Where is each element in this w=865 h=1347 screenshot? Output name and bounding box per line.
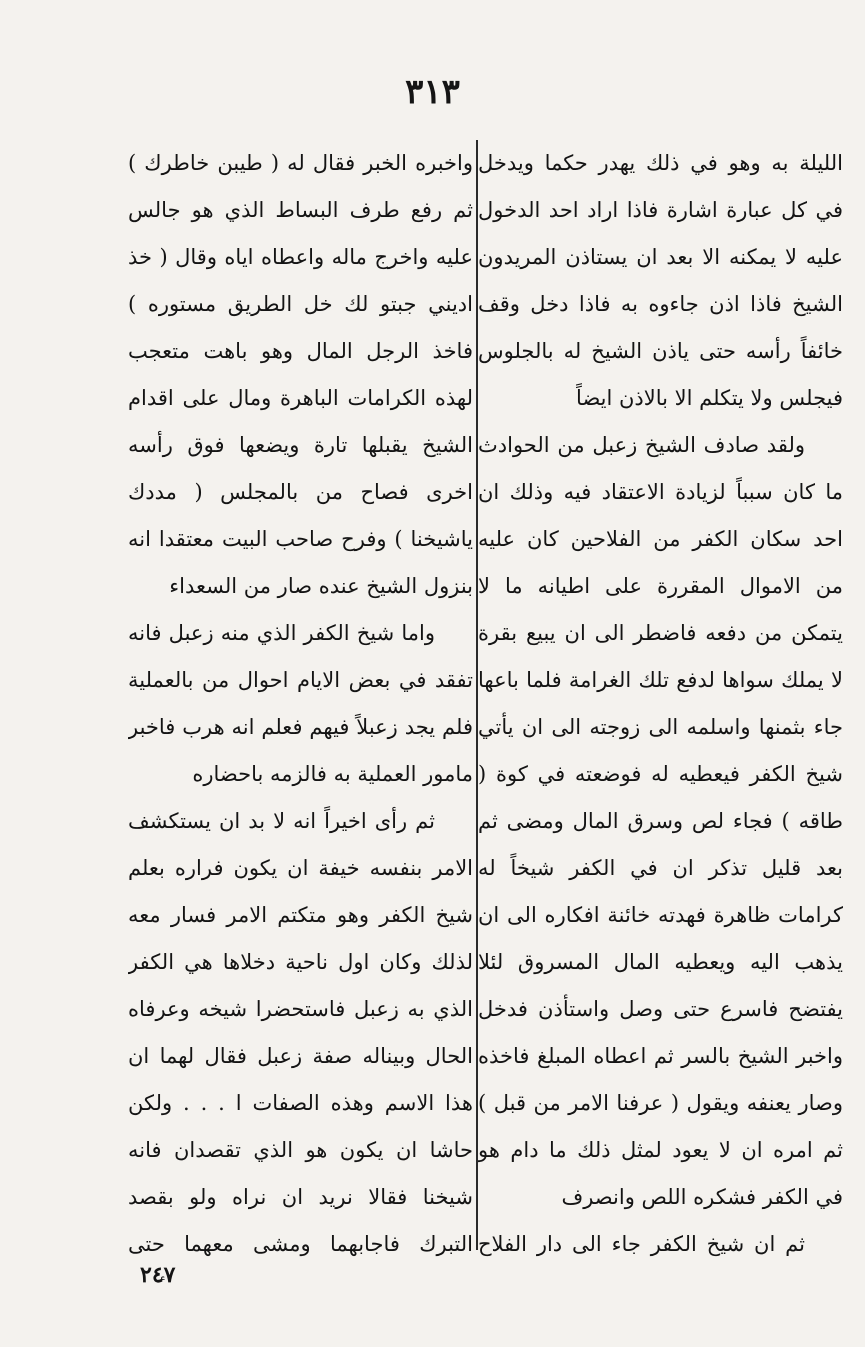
left-text-column: [128, 140, 473, 1280]
paragraph: ثم رأى اخيراً انه لا بد ان يستكشف الامر بنفسه خيفة ان يكون فراره بعلم شيخ الكفر وهو متكتم الامر فسار معه لذلك وكان اول ناحية دخلاها هي الكفر الذي به زعبل فاستحضرا شيخه وعرفاه الحال وبيناله صفة زعبل فقال لهما ان هذا الاسم وهذه الصفات ا . . . ولكن حاشا ان يكون هو الذي تقصدان فانه شيخنا فقالا نريد ان نراه ولو بقصد التبرك فاجابهما ومشى معهما حتى: [128, 809, 473, 1256]
paragraph: واما شيخ الكفر الذي منه زعبل فانه تفقد في بعض الايام احوال من بالعملية فلم يجد زعبلاً فيهم فعلم انه هرب فاخبر مامور العملية به فالزمه باحضاره: [128, 621, 473, 786]
right-text-column: [478, 140, 843, 1280]
footer-page-number: ٢٤٧: [140, 1262, 176, 1288]
paragraph: واخبره الخبر فقال له ( طيبن خاطرك ) ثم رفع طرف البساط الذي هو جالس عليه واخرج ماله واعطاه اياه وقال ( خذ اديني جبتو لك خل الطريق مستوره ) فاخذ الرجل المال وهو باهت متعجب لهذه الكرامات الباهرة ومال على اقدام الشيخ يقبلها تارة ويضعها فوق رأسه اخرى فصاح من بالمجلس ( مددك ياشيخنا ) وفرح صاحب البيت معتقدا انه بنزول الشيخ عنده صار من السعداء: [128, 151, 473, 598]
column-divider: [476, 140, 478, 1250]
paragraph: ثم ان شيخ الكفر جاء الى دار الفلاح: [478, 1232, 805, 1256]
page-number: ٣١٣: [405, 72, 460, 112]
paragraph: ولقد صادف الشيخ زعبل من الحوادث ما كان سبباً لزيادة الاعتقاد فيه وذلك ان احد سكان الكفر من الفلاحين كان عليه من الاموال المقررة على اطيانه ما لا يتمكن من دفعه فاضطر الى ان يبيع بقرة لا يملك سواها لدفع تلك الغرامة فلما باعها جاء بثمنها واسلمه الى زوجته الى ان يأتي شيخ الكفر فيعطيه له فوضعته في كوة ( طاقه ) فجاء لص وسرق المال ومضى ثم بعد قليل تذكر ان في الكفر شيخاً له كرامات ظاهرة فهدته خائنة افكاره الى ان يذهب اليه ويعطيه المال المسروق لئلا يفتضح فاسرع حتى وصل واستأذن فدخل واخبر الشيخ بالسر ثم اعطاه المبلغ فاخذه وصار يعنفه ويقول ( عرفنا الامر من قبل ) ثم امره ان لا يعود لمثل ذلك ما دام هو في الكفر فشكره اللص وانصرف: [478, 433, 843, 1209]
paragraph: الليلة به وهو في ذلك يهدر حكما ويدخل في كل عبارة اشارة فاذا اراد احد الدخول عليه لا يمكنه الا بعد ان يستاذن المريدون الشيخ فاذا اذن جاءوه به فاذا دخل وقف خائفاً رأسه حتى ياذن الشيخ له بالجلوس فيجلس ولا يتكلم الا بالاذن ايضاً: [478, 151, 843, 410]
